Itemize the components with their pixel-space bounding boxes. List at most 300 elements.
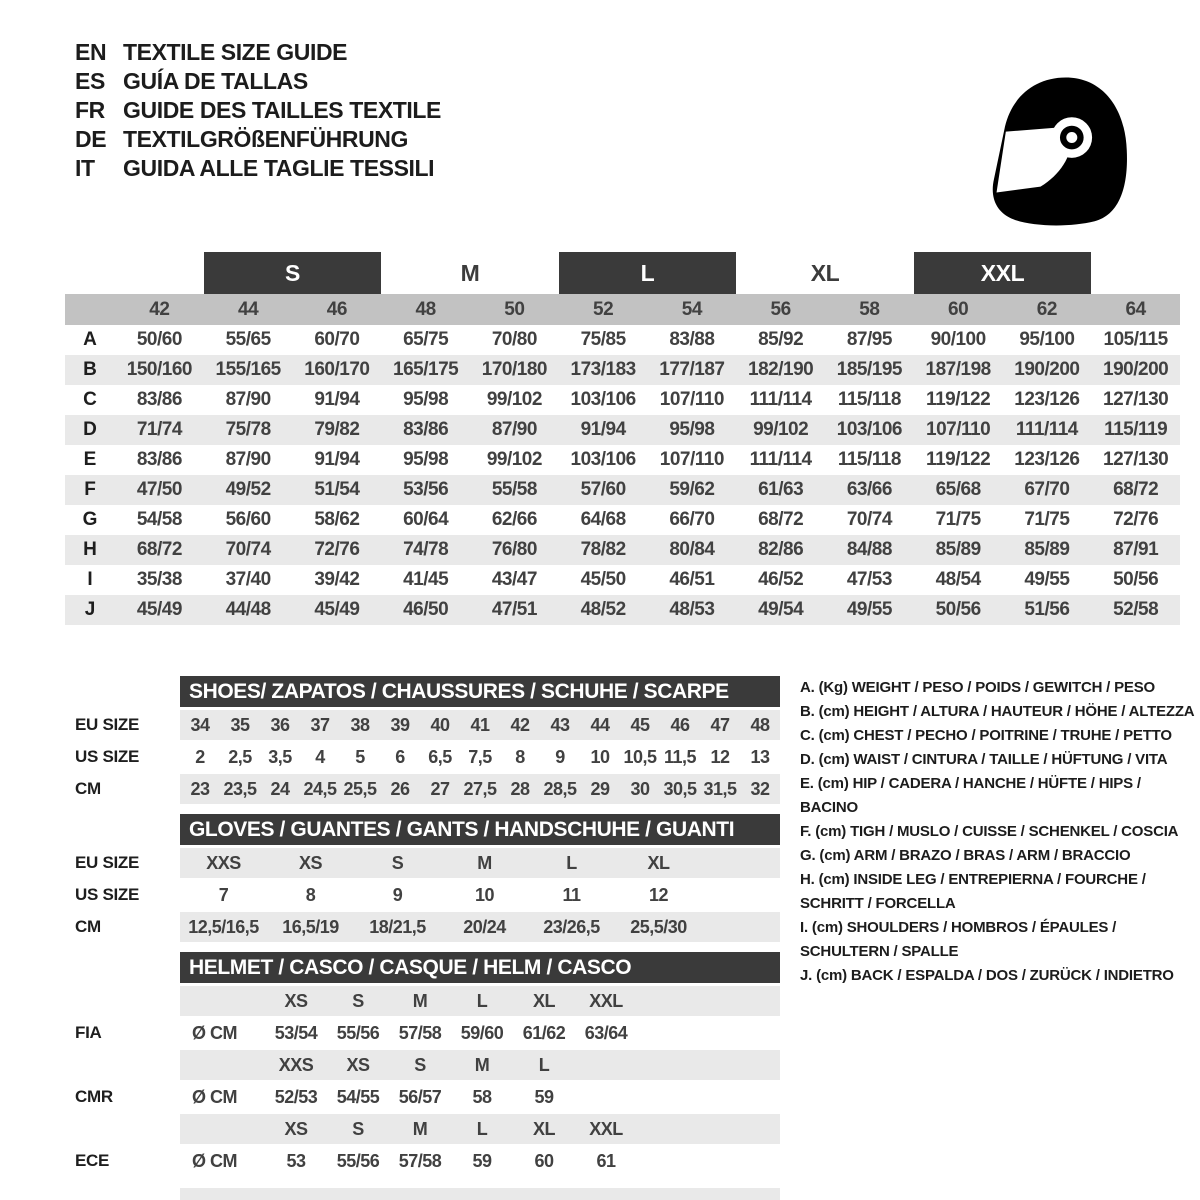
size-value: 99/102 xyxy=(486,449,542,470)
shoe-cm-size: 28,5 xyxy=(543,778,577,799)
size-value: 111/114 xyxy=(1015,419,1078,440)
size-value: 119/122 xyxy=(926,449,991,470)
shoe-cm-size: 23,5 xyxy=(223,778,257,799)
helmet-size-label: XL xyxy=(532,1118,555,1139)
size-value: 71/75 xyxy=(935,509,981,530)
shoe-cm-size: 25,5 xyxy=(343,778,377,799)
shoe-eu-size: 37 xyxy=(310,714,330,735)
gloves-cm-row xyxy=(65,912,780,942)
size-value: 87/90 xyxy=(225,449,271,470)
size-value: 83/86 xyxy=(136,389,182,410)
size-group-l: L xyxy=(559,252,737,294)
measurement-legend xyxy=(800,676,1200,988)
shoe-cm-size: 32 xyxy=(750,778,770,799)
size-number: 50 xyxy=(504,298,525,320)
shoe-eu-size: 43 xyxy=(550,714,570,735)
size-value: 87/95 xyxy=(846,329,892,350)
gloves-header-row xyxy=(65,814,780,845)
size-value: 35/38 xyxy=(136,569,182,590)
size-value: 107/110 xyxy=(659,389,724,410)
size-value: 182/190 xyxy=(748,359,814,380)
shoe-cm-size: 31,5 xyxy=(703,778,737,799)
ece-size-headers xyxy=(180,1114,780,1144)
size-value: 115/118 xyxy=(837,389,901,410)
shoe-eu-size: 41 xyxy=(470,714,490,735)
size-value: 74/78 xyxy=(403,539,449,560)
size-value: 91/94 xyxy=(580,419,626,440)
cmr-size-headers xyxy=(180,1050,780,1080)
row-letter: B xyxy=(83,359,97,380)
size-value: 95/98 xyxy=(403,389,449,410)
helmet-ece-value: 60 xyxy=(534,1150,554,1171)
language-code: EN xyxy=(75,39,107,65)
size-number: 56 xyxy=(770,298,791,320)
size-value: 111/114 xyxy=(749,449,812,470)
size-value: 50/56 xyxy=(935,599,981,620)
legend-item-i: I. (cm) SHOULDERS / HOMBROS / ÉPAULES / SCHULTERN / SPALLE xyxy=(800,919,1117,960)
size-value: 187/198 xyxy=(925,359,991,380)
shoes-table xyxy=(65,676,780,804)
size-value: 48/54 xyxy=(935,569,981,590)
helmet-header-row xyxy=(65,952,780,983)
size-value: 50/60 xyxy=(136,329,182,350)
helmet-size-label: M xyxy=(412,990,428,1011)
shoe-cm-size: 27 xyxy=(430,778,450,799)
helmet-size-label: XXL xyxy=(589,1118,623,1139)
size-value: 54/58 xyxy=(136,509,182,530)
language-code: IT xyxy=(75,155,95,181)
size-value: 85/89 xyxy=(1024,539,1070,560)
size-value: 85/92 xyxy=(758,329,804,350)
helmet-ece-value: 57/58 xyxy=(398,1150,442,1171)
shoes-us-row xyxy=(65,742,780,772)
size-value: 87/90 xyxy=(225,389,271,410)
size-value: 127/130 xyxy=(1103,389,1169,410)
glove-cm-size: 16,5/19 xyxy=(282,916,339,937)
fia-label: FIA xyxy=(75,1023,102,1042)
bottom-section xyxy=(65,676,1200,1200)
helmet-ece-value: 61 xyxy=(596,1150,616,1171)
legend-item-a: A. (Kg) WEIGHT / PESO / POIDS / GEWITCH / PESO xyxy=(800,679,1155,696)
size-value: 123/126 xyxy=(1014,389,1080,410)
helmet-fia-value: 57/58 xyxy=(398,1022,442,1043)
glove-cm-size: 12,5/16,5 xyxy=(188,916,259,937)
helmet-fia-value: 59/60 xyxy=(460,1022,504,1043)
size-value: 61/63 xyxy=(758,479,804,500)
size-value: 173/183 xyxy=(570,359,636,380)
size-group-xxl: XXL xyxy=(914,252,1092,294)
shoe-cm-size: 30,5 xyxy=(663,778,697,799)
shoe-us-size: 10 xyxy=(590,746,610,767)
helmet-fia-value: 53/54 xyxy=(274,1022,318,1043)
size-value: 75/85 xyxy=(580,329,626,350)
eu-size-label: EU SIZE xyxy=(75,715,140,734)
helmet-fia-sizes-row xyxy=(65,986,780,1016)
size-value: 99/102 xyxy=(753,419,809,440)
helmet-size-label: M xyxy=(412,1118,428,1139)
size-value: 103/106 xyxy=(570,449,636,470)
legend-item-d: D. (cm) WAIST / CINTURA / TAILLE / HÜFTUNG / VITA xyxy=(800,751,1168,768)
shoes-cm-row xyxy=(65,774,780,804)
size-value: 50/56 xyxy=(1113,569,1159,590)
size-value: 67/70 xyxy=(1024,479,1070,500)
glove-cm-size: 25,5/30 xyxy=(630,916,687,937)
shoe-us-size: 10,5 xyxy=(623,746,657,767)
guide-title-fr: GUIDE DES TAILLES TEXTILE xyxy=(123,97,441,123)
size-value: 47/53 xyxy=(846,569,892,590)
diameter-cm-label: Ø CM xyxy=(192,1022,237,1043)
size-value: 45/50 xyxy=(580,569,626,590)
size-value: 103/106 xyxy=(836,419,902,440)
helmet-cmr-value: 58 xyxy=(472,1086,492,1107)
shoe-us-size: 6 xyxy=(395,746,405,767)
size-row-g xyxy=(65,505,1180,535)
shoe-cm-size: 27,5 xyxy=(463,778,497,799)
size-value: 52/58 xyxy=(1113,599,1159,620)
guide-title-es: GUÍA DE TALLAS xyxy=(123,68,308,94)
helmet-size-label: XS xyxy=(346,1054,370,1075)
helmet-size-label: S xyxy=(352,990,364,1011)
shoe-us-size: 2 xyxy=(195,746,205,767)
size-row-a xyxy=(65,325,1180,355)
helmet-cmr-value: 59 xyxy=(534,1086,554,1107)
shoe-eu-size: 45 xyxy=(630,714,650,735)
size-value: 70/74 xyxy=(846,509,892,530)
size-value: 55/65 xyxy=(225,329,271,350)
cmr-label: CMR xyxy=(75,1087,113,1106)
size-value: 165/175 xyxy=(393,359,459,380)
row-letter: J xyxy=(84,599,96,620)
size-value: 155/165 xyxy=(215,359,281,380)
helmet-size-label: S xyxy=(352,1118,364,1139)
size-value: 185/195 xyxy=(836,359,902,380)
size-value: 95/98 xyxy=(403,449,449,470)
shoes-title-bar: SHOES/ ZAPATOS / CHAUSSURES / SCHUHE / SCARPE xyxy=(180,676,780,707)
size-value: 107/110 xyxy=(926,419,991,440)
ece-label: ECE xyxy=(75,1151,110,1170)
shoes-header-row xyxy=(65,676,780,707)
glove-us-size: 7 xyxy=(218,884,229,905)
glove-eu-size: S xyxy=(391,852,404,873)
size-value: 43/47 xyxy=(491,569,537,590)
size-number: 42 xyxy=(149,298,170,320)
language-row-en xyxy=(75,38,1200,67)
gloves-cm-values xyxy=(180,912,780,942)
helmet-size-label: XXL xyxy=(589,990,623,1011)
shoe-cm-size: 29 xyxy=(590,778,610,799)
size-row-c xyxy=(65,385,1180,415)
size-value: 62/66 xyxy=(491,509,537,530)
size-value: 49/54 xyxy=(758,599,804,620)
glove-cm-size: 18/21,5 xyxy=(369,916,426,937)
guide-title-en: TEXTILE SIZE GUIDE xyxy=(123,39,348,65)
shoe-us-size: 4 xyxy=(315,746,325,767)
gloves-table xyxy=(65,814,780,942)
size-row-h xyxy=(65,535,1180,565)
size-value: 68/72 xyxy=(1113,479,1159,500)
shoe-eu-size: 42 xyxy=(510,714,530,735)
size-group-s: S xyxy=(204,252,382,294)
cm-label: CM xyxy=(75,779,101,798)
glove-us-size: 9 xyxy=(392,884,403,905)
size-number: 48 xyxy=(415,298,436,320)
glove-us-size: 12 xyxy=(648,884,669,905)
size-row-j xyxy=(65,595,1180,625)
helmet-cmr-value: 56/57 xyxy=(398,1086,442,1107)
size-value: 95/100 xyxy=(1019,329,1075,350)
row-letter: F xyxy=(84,479,96,500)
shoe-us-size: 13 xyxy=(750,746,770,767)
size-value: 48/52 xyxy=(580,599,626,620)
shoe-eu-size: 46 xyxy=(670,714,690,735)
size-value: 41/45 xyxy=(403,569,449,590)
size-number: 62 xyxy=(1036,298,1057,320)
glove-eu-size: XS xyxy=(298,852,322,873)
size-row-f xyxy=(65,475,1180,505)
size-value: 60/64 xyxy=(403,509,449,530)
size-value: 70/74 xyxy=(225,539,271,560)
size-value: 87/90 xyxy=(491,419,537,440)
glove-us-size: 10 xyxy=(474,884,495,905)
size-row-i xyxy=(65,565,1180,595)
shoes-us-values xyxy=(180,742,780,772)
helmet-size-label: L xyxy=(476,990,488,1011)
shoe-us-size: 5 xyxy=(355,746,365,767)
size-value: 190/200 xyxy=(1103,359,1169,380)
helmet-size-label: S xyxy=(414,1054,426,1075)
helmet-ece-values-row xyxy=(65,1146,780,1176)
gloves-title-bar: GLOVES / GUANTES / GANTS / HANDSCHUHE / GUANTI xyxy=(180,814,780,845)
size-value: 127/130 xyxy=(1103,449,1169,470)
shoe-cm-size: 30 xyxy=(630,778,650,799)
ece-values xyxy=(180,1146,780,1176)
size-value: 49/52 xyxy=(225,479,271,500)
glove-cm-size: 23/26,5 xyxy=(543,916,600,937)
size-value: 80/84 xyxy=(669,539,715,560)
size-number: 52 xyxy=(593,298,614,320)
size-value: 47/50 xyxy=(136,479,182,500)
size-value: 56/60 xyxy=(225,509,271,530)
glove-eu-size: XXS xyxy=(206,852,241,873)
helmet-cmr-value: 52/53 xyxy=(274,1086,318,1107)
size-value: 83/86 xyxy=(136,449,182,470)
size-value: 71/74 xyxy=(136,419,182,440)
shoe-eu-size: 39 xyxy=(390,714,410,735)
shoe-eu-size: 35 xyxy=(230,714,250,735)
shoes-cm-values xyxy=(180,774,780,804)
shoe-eu-size: 48 xyxy=(750,714,770,735)
glove-us-size: 8 xyxy=(305,884,316,905)
diameter-cm-label: Ø CM xyxy=(192,1086,237,1107)
helmet-size-label: M xyxy=(474,1054,490,1075)
size-value: 72/76 xyxy=(314,539,360,560)
size-value: 46/50 xyxy=(403,599,449,620)
size-value: 90/100 xyxy=(930,329,986,350)
size-value: 49/55 xyxy=(846,599,892,620)
legend-item-e: E. (cm) HIP / CADERA / HANCHE / HÜFTE / HIPS / BACINO xyxy=(800,775,1141,816)
size-value: 190/200 xyxy=(1014,359,1080,380)
size-value: 58/62 xyxy=(314,509,360,530)
helmet-size-label: XS xyxy=(284,990,308,1011)
eu-size-label: EU SIZE xyxy=(75,853,140,872)
diameter-cm-label: Ø CM xyxy=(192,1150,237,1171)
size-value: 105/115 xyxy=(1103,329,1168,350)
helmet-size-label: L xyxy=(476,1118,488,1139)
row-letter: I xyxy=(87,569,93,590)
size-value: 99/102 xyxy=(486,389,542,410)
size-value: 39/42 xyxy=(314,569,360,590)
us-size-label: US SIZE xyxy=(75,747,140,766)
size-number: 58 xyxy=(859,298,880,320)
helmet-ece-value: 59 xyxy=(472,1150,492,1171)
size-value: 45/49 xyxy=(314,599,360,620)
helmet-icon xyxy=(983,71,1131,243)
size-value: 107/110 xyxy=(659,449,724,470)
size-value: 79/82 xyxy=(314,419,360,440)
row-letter: G xyxy=(82,509,98,530)
glove-eu-size: M xyxy=(477,852,492,873)
cm-label: CM xyxy=(75,917,101,936)
size-value: 59/62 xyxy=(669,479,715,500)
helmet-ece-sizes-row xyxy=(65,1114,780,1144)
shoe-cm-size: 26 xyxy=(390,778,410,799)
size-value: 55/58 xyxy=(491,479,537,500)
size-value: 170/180 xyxy=(481,359,547,380)
shoe-us-size: 8 xyxy=(515,746,525,767)
gloves-eu-values xyxy=(180,848,780,878)
size-value: 72/76 xyxy=(1113,509,1159,530)
size-value: 119/122 xyxy=(926,389,991,410)
size-group-xl: XL xyxy=(810,259,840,286)
size-row-d xyxy=(65,415,1180,445)
helmet-title-bar: HELMET / CASCO / CASQUE / HELM / CASCO xyxy=(180,952,780,983)
size-number: 44 xyxy=(238,298,259,320)
helmet-size-label: L xyxy=(538,1054,550,1075)
size-number-row xyxy=(65,294,1180,325)
row-letter: E xyxy=(83,449,97,470)
shoe-eu-size: 34 xyxy=(190,714,210,735)
helmet-cmr-sizes-row xyxy=(65,1050,780,1080)
shoe-us-size: 6,5 xyxy=(428,746,452,767)
size-value: 46/51 xyxy=(669,569,715,590)
size-value: 83/86 xyxy=(403,419,449,440)
shoe-us-size: 2,5 xyxy=(228,746,252,767)
helmet-fia-values-row xyxy=(65,1018,780,1048)
size-value: 37/40 xyxy=(225,569,271,590)
glove-eu-size: L xyxy=(566,852,577,873)
size-number: 64 xyxy=(1125,298,1146,320)
helmet-size-label: XL xyxy=(532,990,555,1011)
size-value: 71/75 xyxy=(1024,509,1070,530)
gloves-us-row xyxy=(65,880,780,910)
size-value: 60/70 xyxy=(314,329,360,350)
partial-row-strip xyxy=(180,1188,780,1200)
size-value: 70/80 xyxy=(491,329,537,350)
size-value: 75/78 xyxy=(225,419,271,440)
helmet-size-label: XS xyxy=(284,1118,308,1139)
us-size-label: US SIZE xyxy=(75,885,140,904)
fia-values xyxy=(180,1018,780,1048)
shoes-eu-values xyxy=(180,710,780,740)
helmet-table xyxy=(65,952,780,1176)
size-value: 48/53 xyxy=(669,599,715,620)
size-value: 46/52 xyxy=(758,569,804,590)
shoe-us-size: 7,5 xyxy=(468,746,492,767)
size-value: 91/94 xyxy=(314,389,360,410)
size-value: 103/106 xyxy=(570,389,636,410)
sub-tables-column xyxy=(65,676,780,1200)
shoe-eu-size: 47 xyxy=(710,714,730,735)
size-value: 68/72 xyxy=(136,539,182,560)
size-value: 76/80 xyxy=(491,539,537,560)
helmet-size-label: XXS xyxy=(278,1054,314,1075)
size-number: 46 xyxy=(326,298,347,320)
size-value: 47/51 xyxy=(491,599,537,620)
language-code: FR xyxy=(75,97,105,123)
guide-title-de: TEXTILGRÖßENFÜHRUNG xyxy=(123,126,408,152)
shoe-us-size: 11,5 xyxy=(663,746,697,767)
gloves-us-values xyxy=(180,880,780,910)
cmr-values xyxy=(180,1082,780,1112)
size-value: 83/88 xyxy=(669,329,715,350)
size-row-e xyxy=(65,445,1180,475)
size-value: 45/49 xyxy=(136,599,182,620)
helmet-fia-value: 63/64 xyxy=(584,1022,628,1043)
legend-item-h: H. (cm) INSIDE LEG / ENTREPIERNA / FOURCHE / SCHRITT / FORCELLA xyxy=(800,871,1146,912)
legend-item-f: F. (cm) TIGH / MUSLO / CUISSE / SCHENKEL / COSCIA xyxy=(800,823,1179,840)
size-value: 78/82 xyxy=(580,539,626,560)
row-letter: A xyxy=(83,329,97,350)
size-value: 57/60 xyxy=(580,479,626,500)
size-value: 82/86 xyxy=(758,539,804,560)
legend-item-g: G. (cm) ARM / BRAZO / BRAS / ARM / BRACCIO xyxy=(800,847,1131,864)
size-number: 60 xyxy=(948,298,969,320)
shoe-eu-size: 38 xyxy=(350,714,370,735)
size-value: 177/187 xyxy=(659,359,725,380)
size-value: 115/119 xyxy=(1104,419,1168,440)
size-value: 51/54 xyxy=(314,479,360,500)
shoe-cm-size: 24,5 xyxy=(303,778,337,799)
size-value: 68/72 xyxy=(758,509,804,530)
glove-cm-size: 20/24 xyxy=(463,916,506,937)
helmet-fia-value: 61/62 xyxy=(522,1022,566,1043)
language-code: ES xyxy=(75,68,105,94)
row-letter: C xyxy=(83,389,97,410)
size-value: 44/48 xyxy=(225,599,271,620)
size-value: 65/75 xyxy=(403,329,449,350)
shoe-cm-size: 28 xyxy=(510,778,530,799)
size-value: 49/55 xyxy=(1024,569,1070,590)
size-group-row xyxy=(65,252,1180,294)
size-value: 150/160 xyxy=(126,359,192,380)
size-value: 123/126 xyxy=(1014,449,1080,470)
textile-size-table xyxy=(65,252,1180,625)
size-value: 63/66 xyxy=(846,479,892,500)
gloves-eu-row xyxy=(65,848,780,878)
shoe-cm-size: 23 xyxy=(190,778,210,799)
size-value: 65/68 xyxy=(935,479,981,500)
legend-item-b: B. (cm) HEIGHT / ALTURA / HAUTEUR / HÖHE / ALTEZZA xyxy=(800,703,1195,720)
shoe-us-size: 9 xyxy=(555,746,565,767)
size-value: 51/56 xyxy=(1024,599,1070,620)
shoe-eu-size: 40 xyxy=(430,714,450,735)
size-value: 111/114 xyxy=(749,389,812,410)
legend-item-c: C. (cm) CHEST / PECHO / POITRINE / TRUHE / PETTO xyxy=(800,727,1172,744)
legend-item-j: J. (cm) BACK / ESPALDA / DOS / ZURÜCK / INDIETRO xyxy=(800,967,1174,984)
size-value: 115/118 xyxy=(837,449,901,470)
helmet-ece-value: 55/56 xyxy=(336,1150,380,1171)
guide-title-it: GUIDA ALLE TAGLIE TESSILI xyxy=(123,155,435,181)
